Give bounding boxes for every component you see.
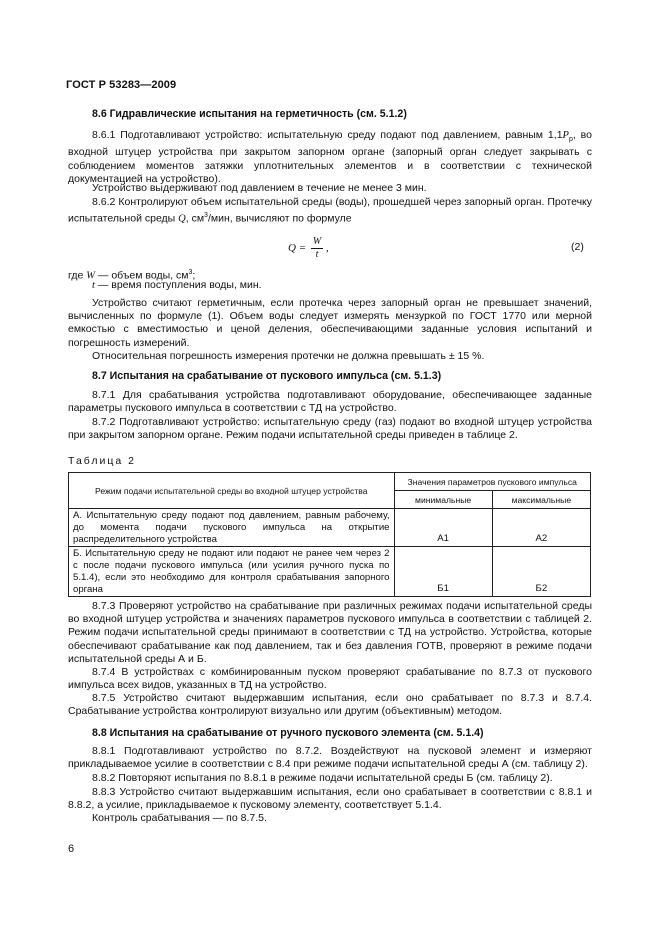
p862-text-b: , см <box>185 212 205 225</box>
formula-number: (2) <box>571 241 584 253</box>
section-8-6-title: 8.6 Гидравлические испытания на герметичность (см. 5.1.2) <box>92 108 407 120</box>
where-w-text: — объем воды, см <box>95 269 189 282</box>
formula-denominator: t <box>315 249 319 260</box>
page-number: 6 <box>68 843 75 855</box>
table-cell-min: А1 <box>394 509 492 547</box>
formula-lhs: Q = <box>288 242 307 254</box>
paragraph-8-8-2: 8.8.2 Повторяют испытания по 8.8.1 в режиме подачи испытательной среды Б (см. таблицу 2). <box>92 772 553 784</box>
paragraph-control: Контроль срабатывания — по 8.7.5. <box>92 812 267 824</box>
section-8-8-title: 8.8 Испытания на срабатывание от ручного пускового элемента (см. 5.1.4) <box>92 727 484 739</box>
formula-2 <box>288 236 358 264</box>
paragraph-8-7-1: 8.7.1 Для срабатывания устройства подготавливают оборудование, обеспечивающее заданные параметры пускового импульса в соответствии с ТД на устройство. <box>68 389 592 415</box>
table-cell-mode: Б. Испытательную среду не подают или подают не ранее чем через 2 с после подачи пускового импульса (или усилия ручного пуска по 5.1.4), если это необходимо для контроля срабатывания запорного органа <box>69 547 395 597</box>
p862-symbol-q: Q <box>178 213 186 225</box>
paragraph-8-7-3: 8.7.3 Проверяют устройство на срабатывание при различных режимах подачи испытательной среды во входной штуцер устройства и значениях параметров пускового импульса в соответствии с таблицей 2. Режим подачи испытательной среды принимают в соответствии с ТД на устройство. Устройства, которые обеспечивают срабатывание как под давлением, так и без давления ГОТВ, проверяют в режиме подачи испытательной среды А и Б. <box>68 600 592 665</box>
paragraph-8-7-5: 8.7.5 Устройство считают выдержавшим испытания, если оно срабатывает по 8.7.3 и 8.7.4. Срабатывание устройства контролируют визуально или другим (объективным) методом. <box>68 692 592 718</box>
column-header-max: максимальные <box>492 491 590 509</box>
table-row <box>69 509 591 547</box>
table-cell-max: А2 <box>492 509 590 547</box>
p862-superscript: 3 <box>204 212 208 220</box>
where-t-symbol: t <box>92 280 95 291</box>
paragraph-8-8-1: 8.8.1 Подготавливают устройство по 8.7.2. Воздействуют на пусковой элемент и измеряют прикладываемое усилие в соответствии с 8.4 при режиме подачи испытательной среды А (см. таблицу 2). <box>68 745 592 771</box>
where-t <box>92 279 262 292</box>
column-header-min: минимальные <box>394 491 492 509</box>
table-header-row <box>69 473 591 491</box>
table-cell-min: Б1 <box>394 547 492 597</box>
formula-numerator: W <box>312 236 322 247</box>
formula-comma: , <box>326 242 329 254</box>
paragraph-8-7-2: 8.7.2 Подготавливают устройство: испытательную среду (газ) подают во входной штуцер устройства при закрытом запорном органе. Режим подачи испытательной среды приведен в таблице 2. <box>68 416 592 442</box>
p861-text-a: 8.6.1 Подготавливают устройство: испытательную среду подают под давлением, равным 1,1 <box>92 129 563 141</box>
column-header-group: Значения параметров пускового импульса <box>394 473 590 491</box>
table-2 <box>68 472 591 597</box>
where-w-end: ; <box>192 269 196 282</box>
section-8-7-title: 8.7 Испытания на срабатывание от пускового импульса (см. 5.1.3) <box>92 370 442 382</box>
p861-subscript: р <box>568 136 573 144</box>
table-cell-mode: А. Испытательную среду подают под давлением, равным рабочему, до момента подачи пускового импульса на открытие распределительного устройства <box>69 509 395 547</box>
p862-text-a: 8.6.2 Контролируют объем испытательной среды (воды), прошедшей через запорный орган. Протечку испытательной среды <box>68 196 592 225</box>
column-header-mode: Режим подачи испытательной среды во входной штуцер устройства <box>69 473 395 509</box>
p862-text-c: /мин, вычисляют по формуле <box>207 212 352 225</box>
where-t-text: — время поступления воды, мин. <box>94 279 262 291</box>
paragraph-tightness: Устройство считают герметичным, если протечка через запорный орган не превышает значений, вычисленных по формуле (1). Объем воды следует измерять мензуркой по ГОСТ 1770 или мерной емкостью с вместимостью и ценой деления, обеспечивающими заданные условия испытаний и погрешность измерений. <box>68 297 592 349</box>
where-w-symbol: W <box>86 270 95 282</box>
where-w-prefix: где <box>68 269 87 282</box>
standard-header: ГОСТ Р 53283—2009 <box>66 79 177 91</box>
where-w-superscript: 3 <box>188 269 193 276</box>
paragraph-hold-pressure: Устройство выдерживают под давлением в течение не менее 3 мин. <box>92 182 427 194</box>
paragraph-8-6-1 <box>68 129 592 186</box>
paragraph-error: Относительная погрешность измерения протечки не должна превышать ± 15 %. <box>92 350 485 362</box>
table-caption: Таблица 2 <box>68 455 136 467</box>
paragraph-8-8-3: 8.8.3 Устройство считают выдержавшим испытания, если оно срабатывает в соответствии с 8.8.1 и 8.8.2, а усилие, прикладываемое к пусковому элементу, соответствует 5.1.4. <box>68 786 592 812</box>
p861-symbol-p: Р <box>562 130 569 141</box>
table-row <box>69 547 591 597</box>
table-cell-max: Б2 <box>492 547 590 597</box>
formula-fraction <box>310 236 324 261</box>
p861-text-c: , во входной штуцер устройства при закрытом запорном органе (запорный орган следует закрывать с соблюдением моментов затяжки уплотнительных элементов и в соответствии с технической документацией на устройство). <box>68 129 592 185</box>
paragraph-8-7-4: 8.7.4 В устройствах с комбинированным пуском проверяют срабатывание по 8.7.3 от пускового импульса всех видов, указанных в ТД на устройство. <box>68 666 592 692</box>
paragraph-8-6-2 <box>68 196 592 226</box>
